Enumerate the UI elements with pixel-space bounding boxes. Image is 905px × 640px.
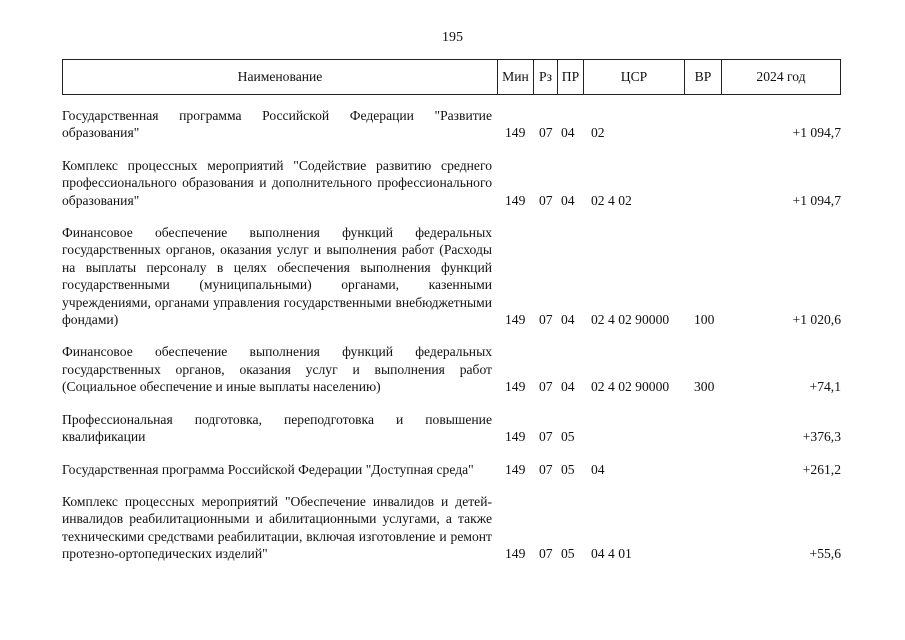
table-row <box>62 107 841 142</box>
row-vr: 100 <box>694 312 715 328</box>
row-name: Комплекс процессных мероприятий "Обеспечение инвалидов и детей-инвалидов реабилитационными и абилитационными услугами, а также техническими средствами реабилитации, включая изготовление и ремонт протезно-ортопедических изделий" <box>62 493 492 562</box>
header-rz: Рз <box>534 60 558 94</box>
row-name: Финансовое обеспечение выполнения функций федеральных государственных органов, оказания услуг и выполнения работ (Расходы на выплаты персоналу в целях обеспечения выполнения функций государственными (муниципальными) органами, казенными учреждениями, органами управления государственными внебюджетными фондами) <box>62 225 492 328</box>
row-csr: 02 4 02 90000 <box>591 312 670 328</box>
table-row <box>62 343 841 395</box>
row-amount: +74,1 <box>809 379 841 395</box>
table-row <box>62 224 841 328</box>
row-amount: +1 094,7 <box>792 192 841 208</box>
row-csr: 02 <box>591 125 605 141</box>
row-min: 149 <box>505 429 526 445</box>
table-header <box>62 59 841 95</box>
page-number: 195 <box>442 30 463 45</box>
row-pr: 04 <box>561 312 575 328</box>
row-min: 149 <box>505 379 526 395</box>
table-body <box>62 107 841 578</box>
row-pr: 04 <box>561 379 575 395</box>
row-min: 149 <box>505 546 526 562</box>
row-rz: 07 <box>539 125 553 141</box>
row-name: Комплекс процессных мероприятий "Содействие развитию среднего профессионального образования и дополнительного профессионального образования" <box>62 157 492 208</box>
header-name: Наименование <box>63 60 498 94</box>
row-name: Государственная программа Российской Федерации "Развитие образования" <box>62 108 492 141</box>
row-vr: 300 <box>694 379 715 395</box>
row-pr: 04 <box>561 125 575 141</box>
row-rz: 07 <box>539 461 553 477</box>
row-min: 149 <box>505 312 526 328</box>
header-csr: ЦСР <box>584 60 685 94</box>
row-rz: 07 <box>539 312 553 328</box>
row-csr: 02 4 02 <box>591 192 632 208</box>
row-min: 149 <box>505 125 526 141</box>
row-csr: 04 <box>591 461 605 477</box>
row-min: 149 <box>505 192 526 208</box>
table-row <box>62 461 841 478</box>
header-pr: ПР <box>558 60 584 94</box>
row-csr: 02 4 02 90000 <box>591 379 670 395</box>
row-amount: +376,3 <box>802 429 841 445</box>
row-pr: 04 <box>561 192 575 208</box>
table-row <box>62 411 841 446</box>
row-amount: +1 094,7 <box>792 125 841 141</box>
row-rz: 07 <box>539 379 553 395</box>
row-pr: 05 <box>561 429 575 445</box>
row-name: Государственная программа Российской Федерации "Доступная среда" <box>62 461 474 477</box>
header-year: 2024 год <box>756 69 806 84</box>
table-row <box>62 157 841 209</box>
row-amount: +55,6 <box>809 546 841 562</box>
row-name: Профессиональная подготовка, переподготовка и повышение квалификации <box>62 411 492 445</box>
row-amount: +261,2 <box>802 461 841 477</box>
row-min: 149 <box>505 461 526 477</box>
header-vr: ВР <box>685 60 722 94</box>
row-pr: 05 <box>561 461 575 477</box>
table-row <box>62 493 841 563</box>
row-amount: +1 020,6 <box>792 312 841 328</box>
row-pr: 05 <box>561 546 575 562</box>
header-min: Мин <box>498 60 534 94</box>
row-csr: 04 4 01 <box>591 546 632 562</box>
row-rz: 07 <box>539 546 553 562</box>
row-rz: 07 <box>539 192 553 208</box>
row-rz: 07 <box>539 429 553 445</box>
row-name: Финансовое обеспечение выполнения функций федеральных государственных органов, оказания услуг и выполнения работ (Социальное обеспечение и иные выплаты населению) <box>62 344 492 395</box>
